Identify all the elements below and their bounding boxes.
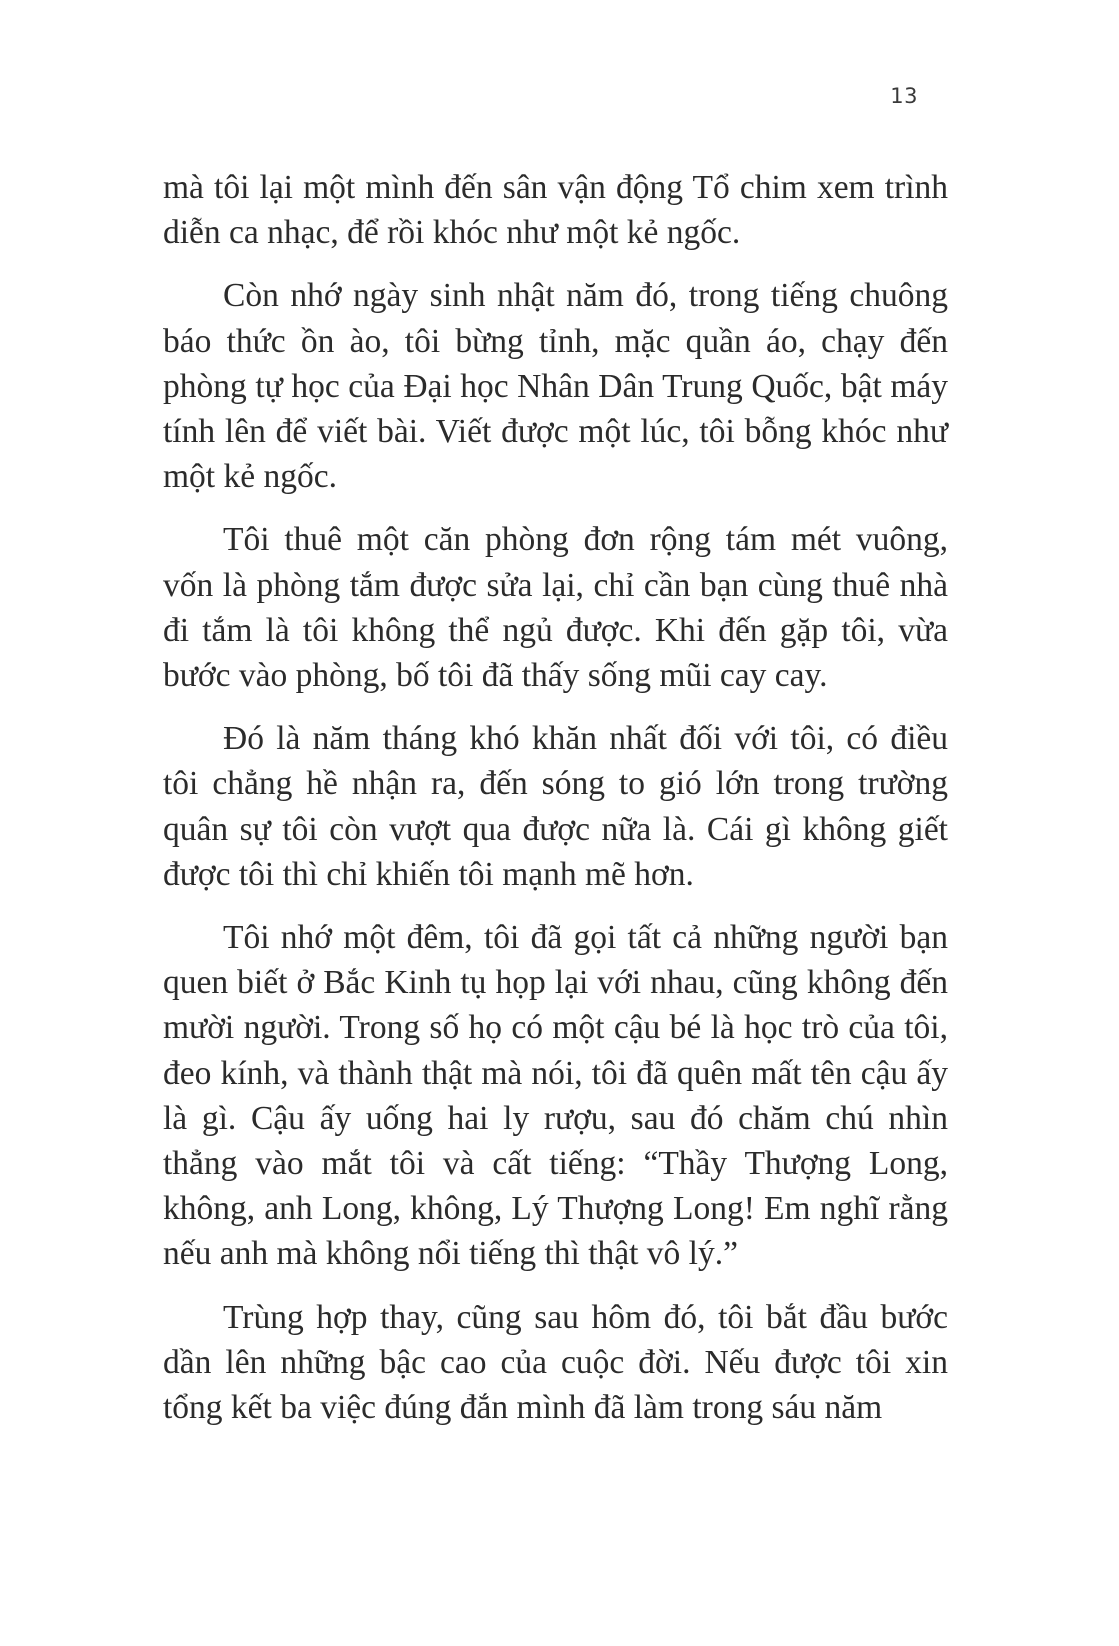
- paragraph: Còn nhớ ngày sinh nhật năm đó, trong tiếng chuông báo thức ồn ào, tôi bừng tỉnh, mặc quần áo, chạy đến phòng tự học của Đại học Nhân Dân Trung Quốc, bật máy tính lên để viết bài. Viết được một lúc, tôi bỗng khóc như một kẻ ngốc.: [163, 277, 948, 496]
- paragraph: Đó là năm tháng khó khăn nhất đối với tôi, có điều tôi chẳng hề nhận ra, đến sóng to gió lớn trong trường quân sự tôi còn vượt qua được nữa là. Cái gì không giết được tôi thì chỉ khiến tôi mạnh mẽ hơn.: [163, 720, 948, 893]
- paragraph: Tôi thuê một căn phòng đơn rộng tám mét vuông, vốn là phòng tắm được sửa lại, chỉ cần bạn cùng thuê nhà đi tắm là tôi không thể ngủ được. Khi đến gặp tôi, vừa bước vào phòng, bố tôi đã thấy sống mũi cay cay.: [163, 521, 948, 695]
- paragraph: Trùng hợp thay, cũng sau hôm đó, tôi bắt đầu bước dần lên những bậc cao của cuộc đời. Nếu được tôi xin tổng kết ba việc đúng đắn mình đã làm trong sáu năm: [163, 1298, 948, 1427]
- paragraph-continuation: mà tôi lại một mình đến sân vận động Tổ chim xem trình diễn ca nhạc, để rồi khóc như một kẻ ngốc.: [163, 169, 948, 252]
- paragraph: Tôi nhớ một đêm, tôi đã gọi tất cả những người bạn quen biết ở Bắc Kinh tụ họp lại với nhau, cũng không đến mười người. Trong số họ có một cậu bé là học trò của tôi, đeo kính, và thành thật mà nói, tôi đã quên mất tên cậu ấy là gì. Cậu ấy uống hai ly rượu, sau đó chăm chú nhìn thẳng vào mắt tôi và cất tiếng: “Thầy Thượng Long, không, anh Long, không, Lý Thượng Long! Em nghĩ rằng nếu anh mà không nổi tiếng thì thật vô lý.”: [163, 919, 948, 1273]
- page-number: 13: [890, 84, 918, 108]
- body-text: [163, 165, 948, 1430]
